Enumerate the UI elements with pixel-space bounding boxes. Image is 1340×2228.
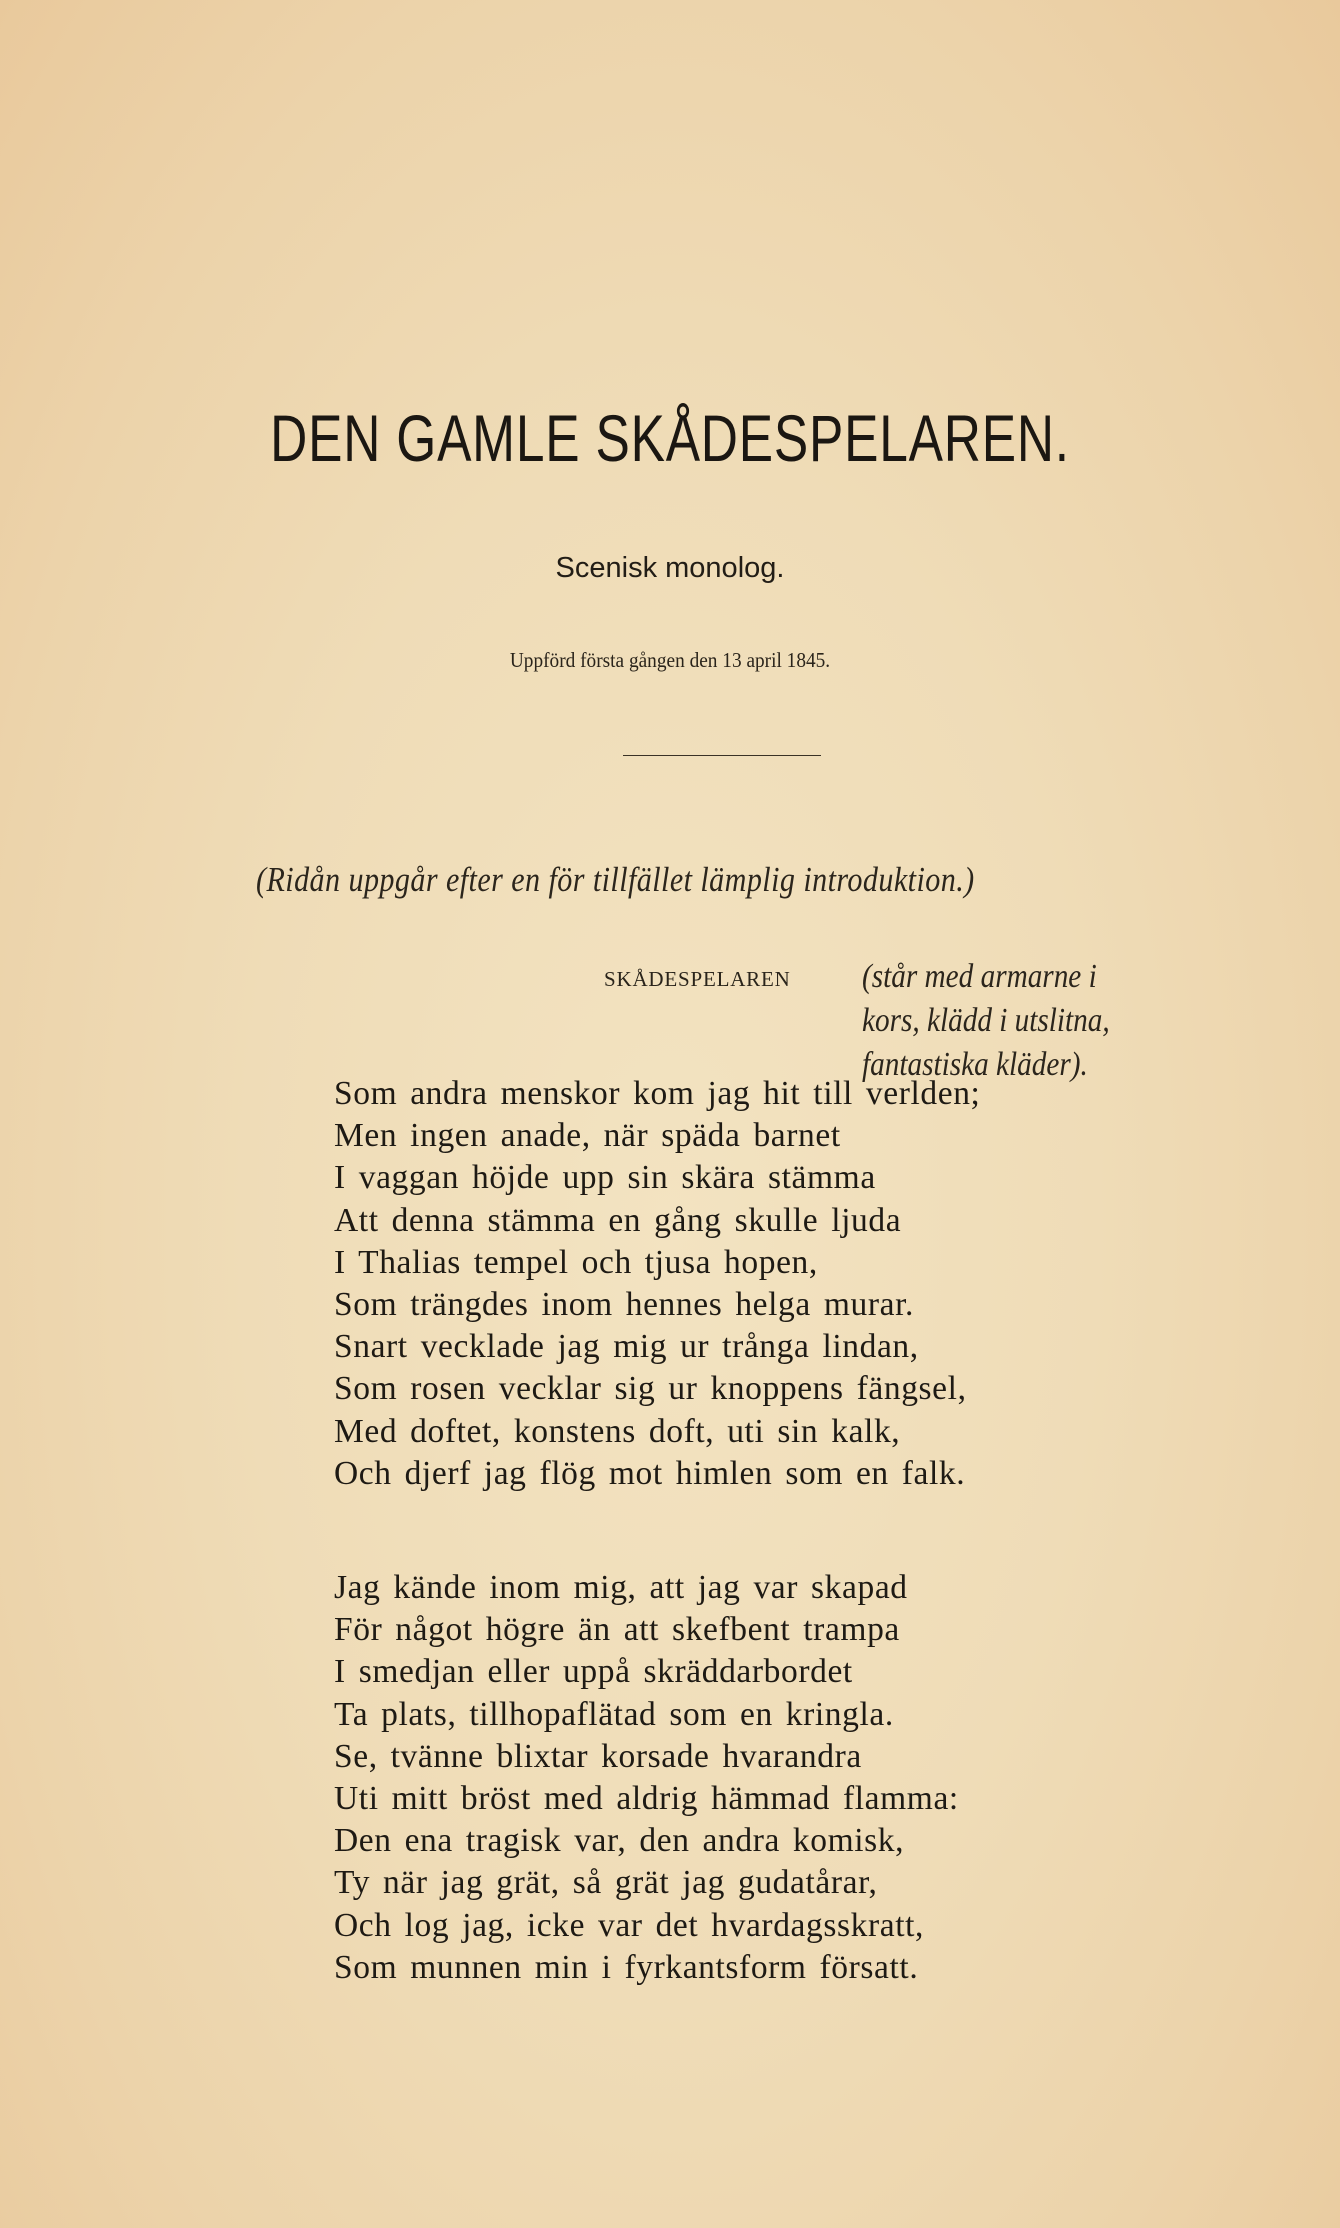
verse-line: Med doftet, konstens doft, uti sin kalk, <box>334 1412 901 1450</box>
verse-line: Jag kände inom mig, att jag var skapad <box>334 1569 908 1606</box>
verse-line: Som trängdes inom hennes helga murar. <box>334 1286 914 1324</box>
stage-direction-line: fantastiska kläder). <box>862 1046 1088 1083</box>
stanza-1 <box>334 1073 980 1495</box>
stage-direction-line: kors, klädd i utslitna, <box>862 1002 1110 1039</box>
verse-line: Som rosen vecklar sig ur knoppens fängsel, <box>334 1370 967 1408</box>
stanza-2 <box>334 1567 959 1989</box>
verse-line: Ty när jag grät, så grät jag gudatårar, <box>334 1864 878 1902</box>
subtitle: Scenisk monolog. <box>555 552 785 584</box>
stage-direction-line: (står med armarne i <box>862 958 1097 995</box>
verse-line: I smedjan eller uppå skräddarbordet <box>334 1653 853 1691</box>
verse-line: För något högre än att skefbent trampa <box>334 1611 900 1649</box>
premiere-note: Uppförd första gången den 13 april 1845. <box>509 648 831 672</box>
verse-line: Och log jag, icke var det hvardagsskratt, <box>334 1906 924 1944</box>
verse-line: I Thalias tempel och tjusa hopen, <box>334 1243 818 1281</box>
verse-line: Som andra menskor kom jag hit till verlden; <box>334 1075 981 1112</box>
verse-line: Den ena tragisk var, den andra komisk, <box>334 1822 905 1860</box>
speaker-stage-direction <box>862 955 1252 1087</box>
verse-line: Men ingen anade, när späda barnet <box>334 1117 841 1155</box>
verse-line: Uti mitt bröst med aldrig hämmad flamma: <box>334 1780 959 1818</box>
section-divider <box>623 755 821 756</box>
verse-line: Ta plats, tillhopaflätad som en kringla. <box>334 1695 894 1733</box>
verse-line: Och djerf jag flög mot himlen som en falk. <box>334 1454 966 1492</box>
page-title: DEN GAMLE SKÅDESPELAREN. <box>270 401 1070 475</box>
verse-line: I vaggan höjde upp sin skära stämma <box>334 1159 876 1197</box>
verse-line: Som munnen min i fyrkantsform försatt. <box>334 1948 919 1986</box>
speaker-name: SKÅDESPELAREN <box>604 967 791 991</box>
verse-line: Snart vecklade jag mig ur trånga lindan, <box>334 1328 919 1366</box>
verse-line: Att denna stämma en gång skulle ljuda <box>334 1201 902 1239</box>
opening-stage-direction: (Ridån uppgår efter en för tillfället lämplig introduktion.) <box>256 860 975 899</box>
verse-line: Se, tvänne blixtar korsade hvarandra <box>334 1737 862 1775</box>
